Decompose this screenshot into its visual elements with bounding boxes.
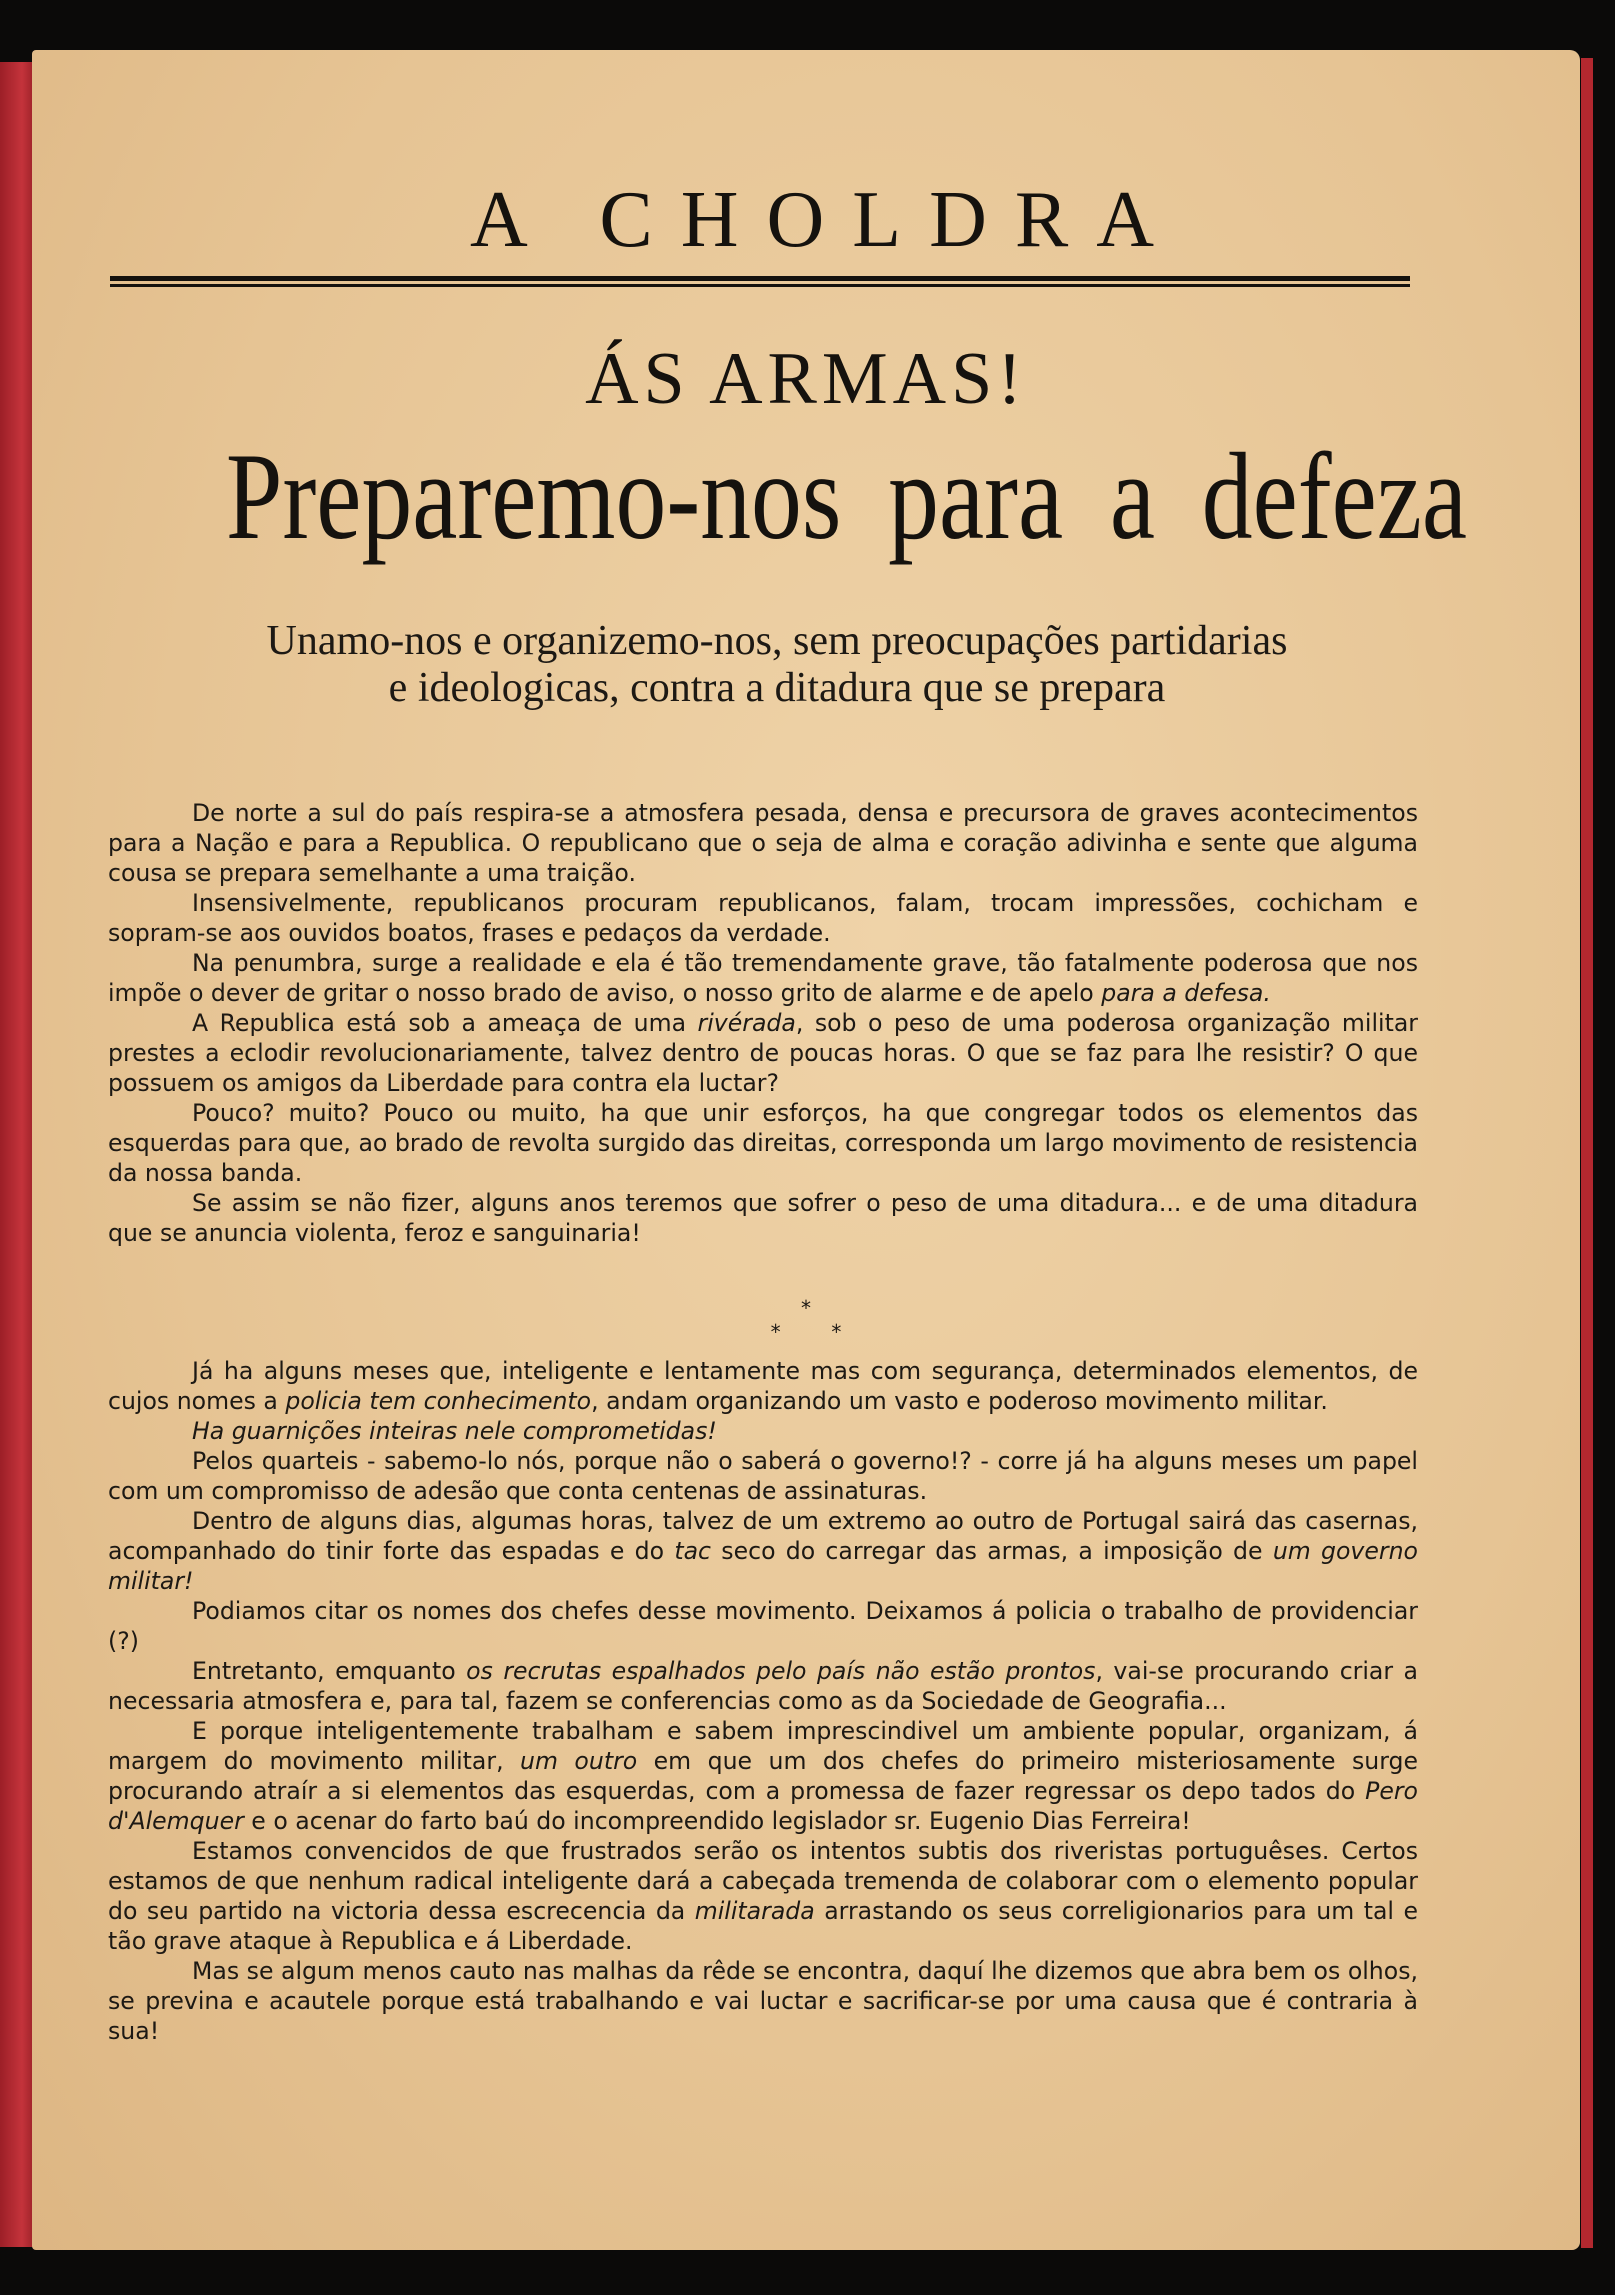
text-run: Pouco? muito? Pouco ou muito, ha que unir esforços, ha que congregar todos os elementos das esquerdas para que, ao brado de revolta surgido das direitas, corresponda um largo movimento de resistencia da nossa banda. (108, 1099, 1418, 1187)
italic-run: rivérada (697, 1009, 796, 1037)
text-run: , vai-se procurando criar a necessaria atmosfera e, para tal, fazem se conferencias como as da Sociedade de Geografia... (108, 1657, 1419, 1715)
paragraph (108, 1446, 1418, 1506)
italic-run: os recrutas espalhados pelo país não estão prontos (466, 1657, 1096, 1685)
italic-run: Ha guarnições inteiras nele comprometidas! (192, 1417, 717, 1445)
separator-top-asterisk: * (801, 1296, 811, 1320)
text-run: e o acenar do farto baú do incompreendido legislador sr. Eugenio Dias Ferreira! (243, 1807, 1191, 1835)
paragraph (108, 1356, 1418, 1416)
text-run: De norte a sul do país respira-se a atmosfera pesada, densa e precursora de graves acontecimentos para a Nação e para a Republica. O republicano que o seja de alma e coração adivinha e sente que alguma cousa se prepara semelhante a uma traição. (108, 799, 1418, 887)
text-run: E porque inteligentemente trabalham e sabem imprescindivel um ambiente popular, organizam, á margem do movimento militar, (108, 1717, 1418, 1775)
paragraph (108, 1836, 1418, 1956)
italic-run: policia tem conhecimento (285, 1387, 592, 1415)
headline-primary: ÁS ARMAS! (585, 338, 1027, 420)
italic-run: para a defesa. (1101, 979, 1271, 1007)
text-run: , andam organizando um vasto e poderoso movimento militar. (591, 1387, 1328, 1415)
text-run: A Republica está sob a ameaça de uma (192, 1009, 698, 1037)
text-run: Dentro de alguns dias, algumas horas, talvez de um extremo ao outro de Portugal sairá das casernas, acompanhado do tinir forte das espadas e do (108, 1507, 1418, 1565)
text-run: Estamos convencidos de que frustrados serão os intentos subtis dos riveristas portuguêses. Certos estamos de que nenhum radical inteligente dará a cabeçada tremenda de colaborar com o elemento popular do seu partido na victoria dessa escrecencia da (108, 1837, 1418, 1925)
italic-run: Pero d'Alemquer (108, 1777, 1418, 1835)
paragraph (108, 1098, 1418, 1188)
paragraph (108, 1416, 1418, 1446)
text-run: Mas se algum menos cauto nas malhas da rêde se encontra, daquí lhe dizemos que abra bem os olhos, se previna e acautele porque está trabalhando e vai luctar e sacrificar-se por uma causa que é contraria à sua! (108, 1957, 1418, 2045)
masthead: A CHOLDRA (469, 176, 1183, 264)
paragraph (108, 1956, 1418, 2046)
paragraph (108, 1716, 1418, 1836)
text-run: Insensivelmente, republicanos procuram republicanos, falam, trocam impressões, cochicham e sopram-se aos ouvidos boatos, frases e pedaços da verdade. (108, 889, 1418, 947)
italic-run: militarada (694, 1897, 815, 1925)
deck-subheading: Unamo-nos e organizemo-nos, sem preocupações partidarias e ideologicas, contra a ditadura que se prepara (266, 618, 1288, 711)
newspaper-page (32, 50, 1580, 2250)
paragraph (108, 1506, 1418, 1596)
text-run: , sob o peso de uma poderosa organização militar prestes a eclodir revolucionariamente, talvez dentro de poucas horas. O que se faz para lhe resistir? O que possuem os amigos da Liberdade para contra ela luctar? (108, 1009, 1418, 1097)
paragraph (108, 1656, 1418, 1716)
paragraph (108, 948, 1418, 1008)
text-run: Já ha alguns meses que, inteligente e lentamente mas com segurança, determinados elementos, de cujos nomes a (108, 1357, 1418, 1415)
text-run: em que um dos chefes do primeiro misteriosamente surge procurando atraír a si elementos das esquerdas, com a promessa de fazer regressar os depo tados do (108, 1747, 1418, 1805)
paragraph (108, 1596, 1418, 1656)
text-run: Entretanto, emquanto (192, 1657, 467, 1685)
italic-run: um outro (520, 1747, 638, 1775)
rule-thick (110, 276, 1410, 281)
paragraph (108, 1188, 1418, 1248)
italic-run: tac (674, 1537, 712, 1565)
text-run: arrastando os seus correligionarios para um tal e tão grave ataque à Republica e á Liberdade. (108, 1897, 1418, 1955)
text-run: seco do carregar das armas, a imposição de (711, 1537, 1273, 1565)
separator-bottom-asterisks: * * (770, 1320, 842, 1344)
text-run: Na penumbra, surge a realidade e ela é tão tremendamente grave, tão fatalmente poderosa que nos impõe o dever de gritar o nosso brado de aviso, o nosso grito de alarme e de apelo (108, 949, 1418, 1007)
rule-thin (110, 284, 1410, 287)
red-cover-edge (1581, 58, 1593, 2248)
paragraph (108, 888, 1418, 948)
text-run: Pelos quarteis - sabemo-lo nós, porque não o saberá o governo!? - corre já ha alguns meses um papel com um compromisso de adesão que conta centenas de assinaturas. (108, 1447, 1418, 1505)
article-section-1 (108, 798, 1418, 1248)
paragraph (108, 798, 1418, 888)
text-run: Se assim se não fizer, alguns anos teremos que sofrer o peso de uma ditadura... e de uma ditadura que se anuncia violenta, feroz e sanguinaria! (108, 1189, 1418, 1247)
article-section-2 (108, 1356, 1418, 2046)
text-run: Podiamos citar os nomes dos chefes desse movimento. Deixamos á policia o trabalho de providenciar (?) (108, 1597, 1418, 1655)
italic-run: um governo militar! (108, 1537, 1418, 1595)
headline-main: Preparemo-nos para a defeza (225, 428, 1467, 565)
paragraph (108, 1008, 1418, 1098)
masthead-rule (110, 276, 1410, 290)
section-separator (32, 1296, 1580, 1344)
